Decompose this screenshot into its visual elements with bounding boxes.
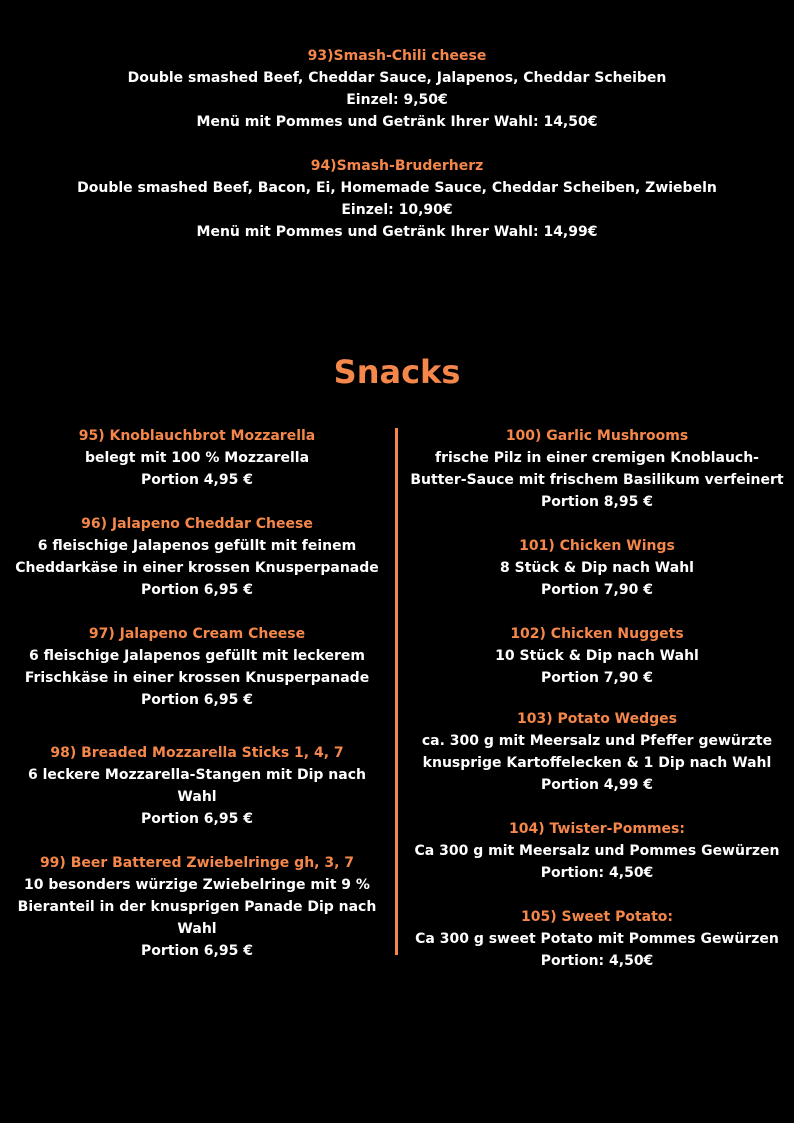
item-price: Portion 6,95 € [141, 692, 253, 708]
column-divider [395, 428, 398, 955]
item-title: 94)Smash-Bruderherz [310, 158, 484, 174]
item-price: Portion 6,95 € [141, 811, 253, 827]
item-price-menu: Menü mit Pommes und Getränk Ihrer Wahl: 14,99€ [196, 224, 598, 240]
item-title: 101) Chicken Wings [519, 538, 675, 554]
menu-item-104 [405, 818, 789, 884]
item-line: 6 fleischige Jalapenos gefüllt mit leckerem [29, 648, 365, 664]
item-title: 105) Sweet Potato: [521, 909, 673, 925]
item-price: Portion 7,90 € [541, 670, 653, 686]
item-title: 99) Beer Battered Zwiebelringe gh, 3, 7 [39, 855, 355, 871]
item-line: 8 Stück & Dip nach Wahl [500, 560, 694, 576]
item-title: 103) Potato Wedges [516, 711, 677, 727]
item-price: Portion 6,95 € [141, 943, 253, 959]
item-line: 10 besonders würzige Zwiebelringe mit 9 % [24, 877, 370, 893]
menu-item-103 [405, 708, 789, 796]
menu-item-97 [12, 623, 382, 711]
item-line: 10 Stück & Dip nach Wahl [495, 648, 699, 664]
menu-item-96 [12, 513, 382, 601]
item-line: Frischkäse in einer krossen Knusperpanade [24, 670, 370, 686]
item-line: Cheddarkäse in einer krossen Knusperpanade [15, 560, 379, 576]
item-title: 100) Garlic Mushrooms [505, 428, 689, 444]
item-title: 96) Jalapeno Cheddar Cheese [81, 516, 313, 532]
item-line: knusprige Kartoffelecken & 1 Dip nach Wahl [422, 755, 772, 771]
item-line: Bieranteil in der knusprigen Panade Dip nach [17, 899, 377, 915]
item-line: 6 fleischige Jalapenos gefüllt mit feinem [37, 538, 357, 554]
menu-item-98 [12, 742, 382, 830]
menu-item-100 [405, 425, 789, 513]
item-price: Portion: 4,50€ [540, 953, 654, 969]
item-price-single: Einzel: 9,50€ [346, 92, 448, 108]
item-line: belegt mit 100 % Mozzarella [84, 450, 310, 466]
item-description: Double smashed Beef, Bacon, Ei, Homemade Sauce, Cheddar Scheiben, Zwiebeln [77, 180, 717, 196]
item-title: 104) Twister-Pommes: [509, 821, 685, 837]
menu-item-99 [12, 852, 382, 962]
menu-item-105 [405, 906, 789, 972]
item-title: 93)Smash-Chili cheese [307, 48, 487, 64]
item-price: Portion 4,95 € [141, 472, 253, 488]
item-line: Wahl [177, 789, 217, 805]
item-line: frische Pilz in einer cremigen Knoblauch- [434, 450, 759, 466]
menu-item-94 [0, 155, 794, 243]
item-description: Double smashed Beef, Cheddar Sauce, Jalapenos, Cheddar Scheiben [127, 70, 667, 86]
item-line: Butter-Sauce mit frischem Basilikum verfeinert [410, 472, 784, 488]
item-title: 95) Knoblauchbrot Mozzarella [78, 428, 316, 444]
item-title: 98) Breaded Mozzarella Sticks 1, 4, 7 [50, 745, 344, 761]
menu-item-102 [405, 623, 789, 689]
item-line: ca. 300 g mit Meersalz und Pfeffer gewürzte [421, 733, 773, 749]
menu-item-93 [0, 45, 794, 133]
menu-item-101 [405, 535, 789, 601]
item-price-menu: Menü mit Pommes und Getränk Ihrer Wahl: 14,50€ [196, 114, 598, 130]
item-line: Ca 300 g mit Meersalz und Pommes Gewürzen [414, 843, 780, 859]
item-price: Portion 8,95 € [541, 494, 653, 510]
section-heading-snacks: Snacks [333, 353, 461, 391]
item-price-single: Einzel: 10,90€ [341, 202, 453, 218]
item-line: Wahl [177, 921, 217, 937]
item-line: 6 leckere Mozzarella-Stangen mit Dip nach [28, 767, 366, 783]
item-title: 97) Jalapeno Cream Cheese [88, 626, 306, 642]
item-title: 102) Chicken Nuggets [510, 626, 684, 642]
item-price: Portion: 4,50€ [540, 865, 654, 881]
item-price: Portion 6,95 € [141, 582, 253, 598]
item-price: Portion 4,99 € [541, 777, 653, 793]
menu-item-95 [12, 425, 382, 491]
item-line: Ca 300 g sweet Potato mit Pommes Gewürzen [415, 931, 779, 947]
item-price: Portion 7,90 € [541, 582, 653, 598]
